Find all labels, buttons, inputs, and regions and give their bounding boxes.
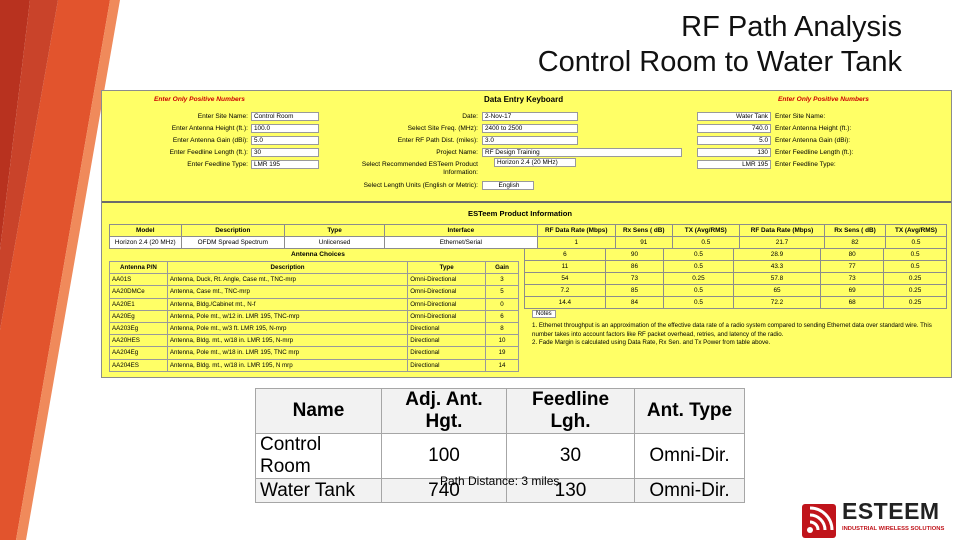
tx-left-cell: 0.25	[664, 273, 734, 285]
rx-right-cell: 68	[821, 297, 884, 309]
logo-tagline: INDUSTRIAL WIRELESS SOLUTIONS	[842, 526, 945, 532]
antenna-description: Antenna, Pole mt., w/18 in. LMR 195, TNC mrp	[167, 347, 407, 359]
summary-height: 740	[382, 479, 507, 503]
rx-left-cell: 91	[615, 237, 672, 249]
antenna-description: Antenna, Pole mt., w/12 in. LMR 195, TNC-mrp	[167, 310, 407, 322]
antenna-table	[109, 261, 519, 372]
col-antenna-description: Description	[167, 262, 407, 274]
right-antenna-height-field[interactable]: 740.0	[697, 124, 771, 133]
right-label-gain: Enter Antenna Gain (dBi):	[775, 137, 851, 144]
antenna-type: Omni-Directional	[408, 310, 486, 322]
tx-left-cell: 0.5	[664, 285, 734, 297]
col-model: Model	[110, 225, 182, 237]
tx-right-cell: 0.25	[884, 285, 947, 297]
rate-left-cell: 14.4	[525, 297, 606, 309]
rate-row	[525, 285, 947, 297]
col-tx-2: TX (Avg/RMS)	[885, 225, 946, 237]
rx-right-cell: 69	[821, 285, 884, 297]
antenna-type: Directional	[408, 347, 486, 359]
antenna-pn: AA20Eg	[110, 310, 168, 322]
summary-row	[256, 434, 745, 479]
summary-site-name: Water Tank	[256, 479, 382, 503]
product-type: Unlicensed	[284, 237, 384, 249]
tx-right-cell: 0.25	[884, 297, 947, 309]
antenna-gain: 10	[486, 335, 519, 347]
rx-right-cell: 82	[824, 237, 885, 249]
summary-feedline: 130	[507, 479, 635, 503]
wireless-signal-icon	[800, 494, 840, 540]
rate-row	[525, 249, 947, 261]
antenna-description: Antenna, Bldg. mt., w/18 in. LMR 195, N-mrp	[167, 335, 407, 347]
summary-col-antenna-type: Ant. Type	[635, 389, 745, 434]
rate-left-cell: 11	[525, 261, 606, 273]
antenna-gain: 5	[486, 286, 519, 298]
rf-path-distance-field[interactable]: 3.0	[482, 136, 578, 145]
rx-right-cell: 80	[821, 249, 884, 261]
left-site-name-field[interactable]: Control Room	[251, 112, 319, 121]
note-2: 2. Fade Margin is calculated using Data Rate, Rx Sen. and Tx Power from table above.	[532, 339, 771, 347]
tx-right-cell: 0.5	[885, 237, 946, 249]
summary-antenna-type: Omni-Dir.	[635, 434, 745, 479]
col-rx-sens-2: Rx Sens ( dB)	[824, 225, 885, 237]
rate-table	[524, 248, 947, 309]
rate-left-cell: 6	[525, 249, 606, 261]
tx-left-cell: 0.5	[672, 237, 740, 249]
tx-left-cell: 0.5	[664, 297, 734, 309]
antenna-description: Antenna, Duck, Rt. Angle, Case mt., TNC-mrp	[167, 274, 407, 286]
rate-right-cell: 72.2	[733, 297, 821, 309]
left-label-height: Enter Antenna Height (ft.):	[171, 125, 248, 132]
summary-height: 100	[382, 434, 507, 479]
tx-right-cell: 0.5	[884, 249, 947, 261]
summary-col-name: Name	[256, 389, 382, 434]
col-antenna-pn: Antenna P/N	[110, 262, 168, 274]
tx-left-cell: 0.5	[664, 261, 734, 273]
product-info-title: ESTeem Product Information	[468, 209, 573, 218]
tx-left-cell: 0.5	[664, 249, 734, 261]
date-field[interactable]: 2-Nov-17	[482, 112, 578, 121]
antenna-description: Antenna, Bldg./Cabinet mt., N-f	[167, 298, 407, 310]
notes-text	[532, 322, 944, 348]
left-antenna-height-field[interactable]: 100.0	[251, 124, 319, 133]
left-label-site: Enter Site Name:	[197, 113, 248, 120]
right-label-feedline-length: Enter Feedline Length (ft.):	[775, 149, 854, 156]
rx-right-cell: 77	[821, 261, 884, 273]
product-row	[110, 237, 947, 249]
antenna-gain: 14	[486, 359, 519, 371]
product-description: OFDM Spread Spectrum	[181, 237, 284, 249]
right-label-height: Enter Antenna Height (ft.):	[775, 125, 852, 132]
antenna-row[interactable]	[110, 322, 519, 334]
antenna-row[interactable]	[110, 310, 519, 322]
antenna-description: Antenna, Pole mt., w/3 ft. LMR 195, N-mrp	[167, 322, 407, 334]
right-label-site: Enter Site Name:	[775, 113, 826, 120]
antenna-gain: 0	[486, 298, 519, 310]
antenna-pn: AA203Eg	[110, 322, 168, 334]
antenna-type: Omni-Directional	[408, 274, 486, 286]
left-label-gain: Enter Antenna Gain (dBi):	[172, 137, 248, 144]
tx-right-cell: 0.25	[884, 273, 947, 285]
col-tx-1: TX (Avg/RMS)	[672, 225, 740, 237]
mid-label-date: Date:	[462, 113, 478, 120]
summary-col-height: Adj. Ant. Hgt.	[382, 389, 507, 434]
left-feedline-length-field[interactable]: 30	[251, 148, 319, 157]
summary-header-row	[256, 389, 745, 434]
col-type: Type	[284, 225, 384, 237]
mid-label-product: Select Recommended ESTeem Product Information:	[361, 161, 478, 176]
rate-left-cell: 1	[537, 237, 615, 249]
rate-row	[525, 261, 947, 273]
product-info-table	[109, 224, 947, 249]
summary-antenna-type: Omni-Dir.	[635, 479, 745, 503]
antenna-gain: 6	[486, 310, 519, 322]
antenna-row[interactable]	[110, 298, 519, 310]
antenna-pn: AA204Eg	[110, 347, 168, 359]
path-distance: Path Distance: 3 miles	[440, 474, 560, 488]
rx-left-cell: 86	[605, 261, 663, 273]
rate-right-cell: 65	[733, 285, 821, 297]
rx-left-cell: 73	[605, 273, 663, 285]
rx-left-cell: 85	[605, 285, 663, 297]
col-description: Description	[181, 225, 284, 237]
rate-row	[525, 273, 947, 285]
product-interface: Ethernet/Serial	[385, 237, 537, 249]
antenna-type: Directional	[408, 359, 486, 371]
rate-left-cell: 7.2	[525, 285, 606, 297]
antenna-pn: AA204ES	[110, 359, 168, 371]
col-antenna-type: Type	[408, 262, 486, 274]
product-model: Horizon 2.4 (20 MHz)	[110, 237, 182, 249]
col-rf-rate-2: RF Data Rate (Mbps)	[740, 225, 825, 237]
antenna-type: Directional	[408, 322, 486, 334]
right-feedline-length-field[interactable]: 130	[697, 148, 771, 157]
antenna-gain: 3	[486, 274, 519, 286]
rx-right-cell: 73	[821, 273, 884, 285]
summary-site-name: Control Room	[256, 434, 382, 479]
slide-title	[538, 10, 902, 80]
antenna-pn: AA20HES	[110, 335, 168, 347]
length-units-select[interactable]: English	[482, 181, 534, 190]
col-rx-sens-1: Rx Sens ( dB)	[615, 225, 672, 237]
title-line-2: Control Room to Water Tank	[537, 46, 902, 78]
rate-right-cell: 43.3	[733, 261, 821, 273]
tx-right-cell: 0.5	[884, 261, 947, 273]
antenna-pn: AA20DMCe	[110, 286, 168, 298]
antenna-type: Omni-Directional	[408, 286, 486, 298]
right-antenna-gain-field[interactable]: 5.0	[697, 136, 771, 145]
antenna-choices-title: Antenna Choices	[291, 251, 345, 258]
notes-label: Notes	[532, 310, 556, 318]
antenna-type: Omni-Directional	[408, 298, 486, 310]
antenna-description: Antenna, Case mt., TNC-mrp	[167, 286, 407, 298]
left-positive-note: Enter Only Positive Numbers	[154, 96, 245, 103]
product-select[interactable]: Horizon 2.4 (20 MHz)	[494, 158, 576, 167]
logo-wordmark: ESTEEM	[842, 498, 940, 524]
antenna-pn: AA01S	[110, 274, 168, 286]
site-freq-select[interactable]: 2400 to 2500	[482, 124, 578, 133]
right-positive-note: Enter Only Positive Numbers	[778, 96, 869, 103]
project-name-field[interactable]: RF Design Training	[482, 148, 682, 157]
product-header-row	[110, 225, 947, 237]
antenna-row[interactable]	[110, 347, 519, 359]
rate-right-cell: 28.9	[733, 249, 821, 261]
rx-left-cell: 84	[605, 297, 663, 309]
divider	[102, 201, 951, 203]
right-label-feedline-type: Enter Feedline Type:	[775, 161, 836, 168]
note-1: 1. Ethernet throughput is an approximation of the effective data rate of a radio system compared to sending Ethernet data over standard wire. This number takes into account factors like RF packet overhead, retries, and latency of the radio.	[532, 322, 932, 338]
esteem-logo	[800, 494, 960, 540]
left-label-feedline-type: Enter Feedline Type:	[187, 161, 248, 168]
antenna-gain: 8	[486, 322, 519, 334]
col-rf-rate-1: RF Data Rate (Mbps)	[537, 225, 615, 237]
rate-left-cell: 54	[525, 273, 606, 285]
col-interface: Interface	[385, 225, 537, 237]
left-feedline-type-field[interactable]: LMR 195	[251, 160, 319, 169]
rf-path-spreadsheet	[101, 90, 952, 378]
rate-right-cell: 57.8	[733, 273, 821, 285]
col-antenna-gain: Gain	[486, 262, 519, 274]
mid-label-project: Project Name:	[436, 149, 478, 156]
mid-label-distance: Enter RF Path Dist. (miles):	[397, 137, 478, 144]
antenna-gain: 19	[486, 347, 519, 359]
keyboard-title: Data Entry Keyboard	[484, 95, 564, 104]
antenna-row[interactable]	[110, 335, 519, 347]
title-line-1: RF Path Analysis	[681, 11, 902, 43]
mid-label-units: Select Length Units (English or Metric):	[363, 182, 478, 189]
antenna-row[interactable]	[110, 286, 519, 298]
antenna-pn: AA20E1	[110, 298, 168, 310]
antenna-row[interactable]	[110, 359, 519, 371]
antenna-row[interactable]	[110, 274, 519, 286]
antenna-description: Antenna, Bldg. mt., w/18 in. LMR 195, N mrp	[167, 359, 407, 371]
left-antenna-gain-field[interactable]: 5.0	[251, 136, 319, 145]
summary-col-feedline: Feedline Lgh.	[507, 389, 635, 434]
right-feedline-type-field[interactable]: LMR 195	[697, 160, 771, 169]
rx-left-cell: 90	[605, 249, 663, 261]
right-site-name-field[interactable]: Water Tank	[697, 112, 771, 121]
left-label-feedline-length: Enter Feedline Length (ft.):	[169, 149, 248, 156]
antenna-type: Directional	[408, 335, 486, 347]
antenna-header-row	[110, 262, 519, 274]
mid-label-freq: Select Site Freq. (MHz):	[407, 125, 478, 132]
summary-feedline: 30	[507, 434, 635, 479]
rate-row	[525, 297, 947, 309]
rate-right-cell: 21.7	[740, 237, 825, 249]
